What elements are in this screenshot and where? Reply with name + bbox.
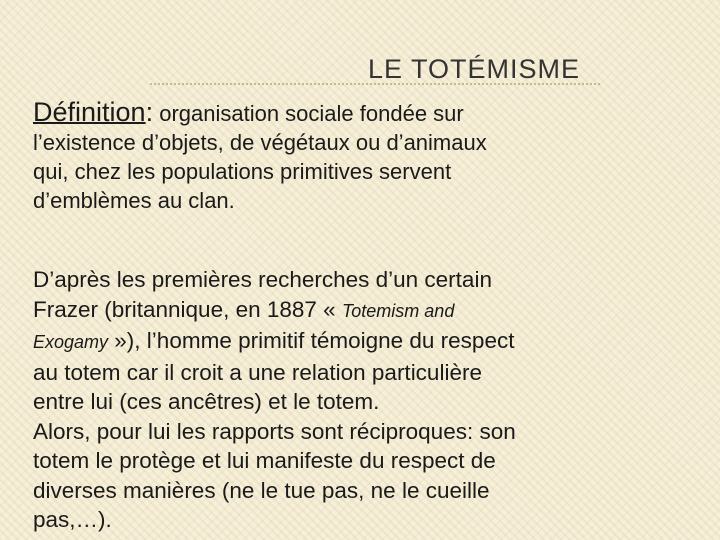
- body-line-7: totem le protège et lui manifeste du respect de: [33, 448, 496, 473]
- body-line-3-text: »), l’homme primitif témoigne du respect: [108, 328, 515, 353]
- definition-colon: :: [145, 97, 154, 127]
- book-title-part-1: Totemism and: [341, 300, 455, 321]
- definition-paragraph: [33, 98, 693, 215]
- body-line-5: entre lui (ces ancêtres) et le totem.: [33, 389, 380, 414]
- body-line-3: [33, 326, 703, 358]
- definition-line-3: qui, chez les populations primitives servent: [33, 159, 452, 184]
- slide-title: LE TOTÉMISME: [368, 54, 581, 84]
- definition-line-1: organisation sociale fondée sur: [159, 101, 464, 126]
- body-line-9: pas,…).: [33, 507, 112, 532]
- body-line-2: [33, 295, 703, 327]
- definition-line-2: l’existence d’objets, de végétaux ou d’animaux: [33, 130, 487, 155]
- book-title-part-2: Exogamy: [33, 332, 109, 352]
- body-line-8: diverses manières (ne le tue pas, ne le cueille: [33, 477, 490, 503]
- definition-line-4: d’emblèmes au clan.: [33, 188, 235, 213]
- definition-label: Définition: [33, 97, 146, 127]
- history-paragraph: [33, 265, 703, 535]
- body-line-6: Alors, pour lui les rapports sont réciproques: son: [33, 418, 516, 444]
- body-line-1: D’après les premières recherches d’un certain: [33, 267, 492, 292]
- body-line-4: au totem car il croit a une relation particulière: [33, 359, 482, 385]
- body-line-2-text: Frazer (britannique, en 1887 «: [33, 296, 342, 322]
- definition-first-line: [33, 98, 693, 128]
